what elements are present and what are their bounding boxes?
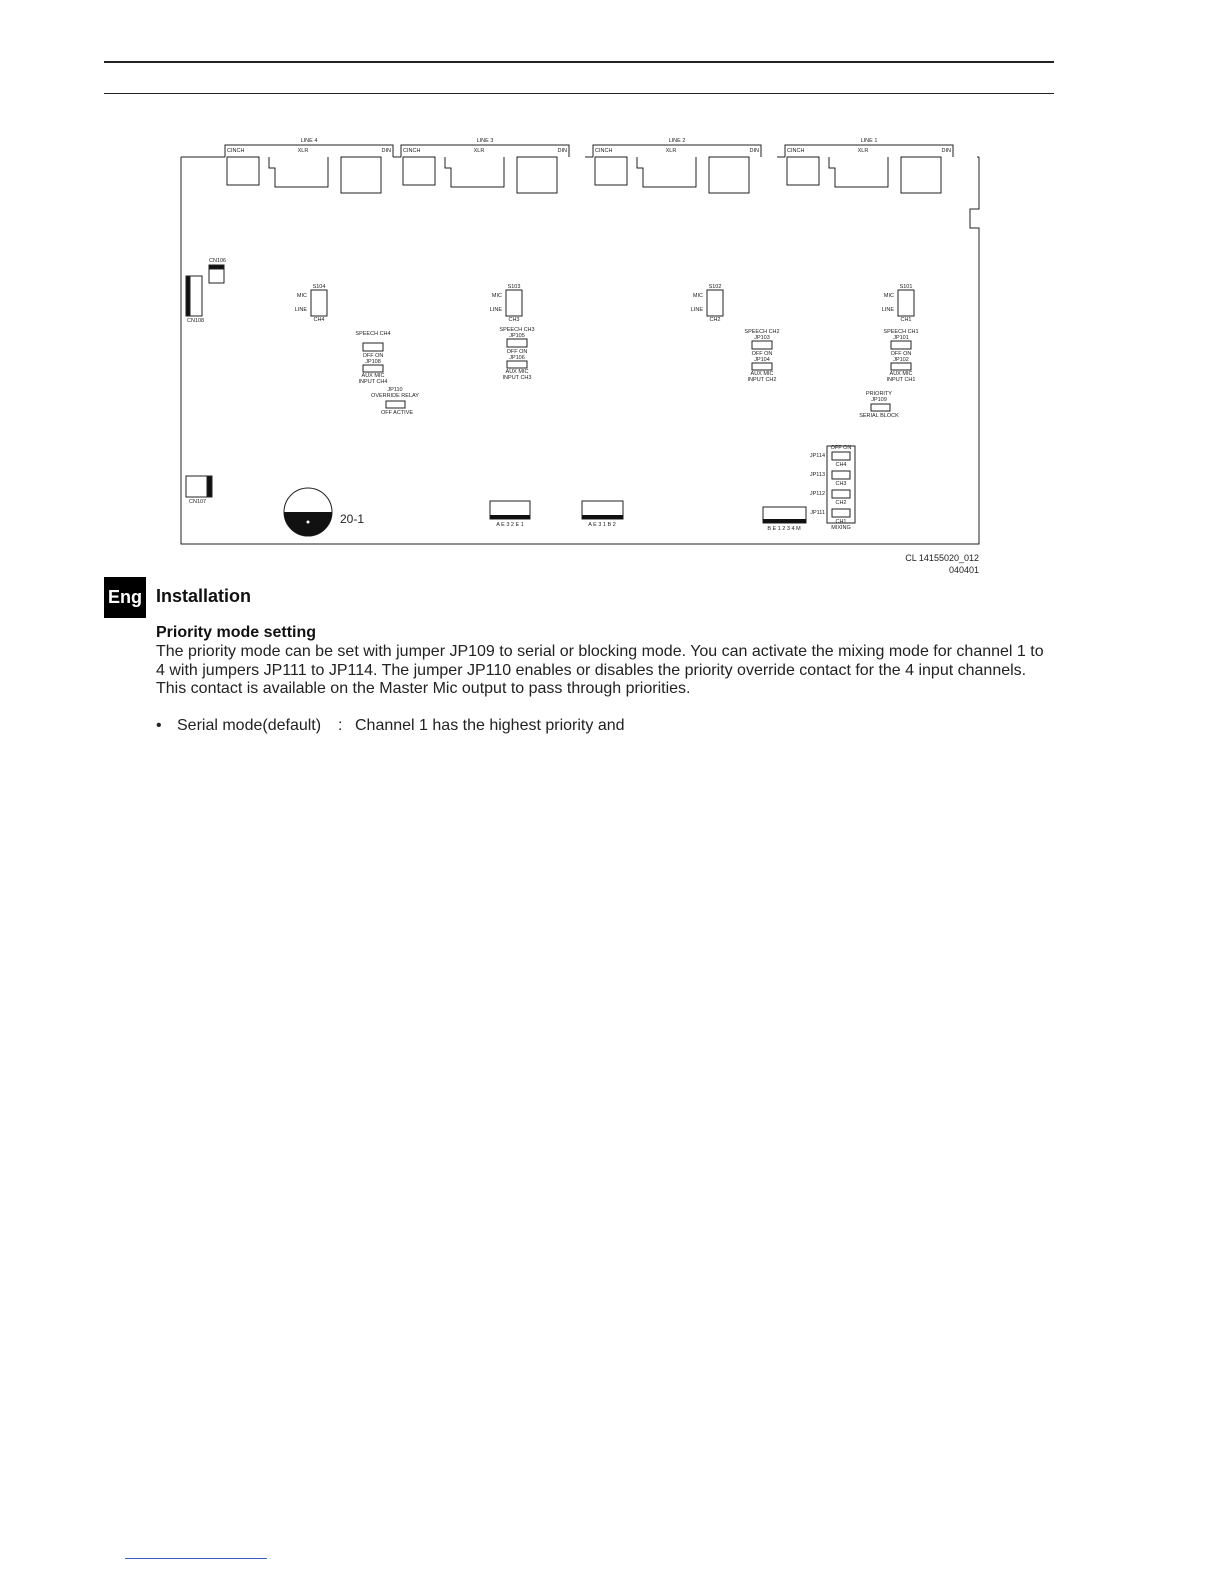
mic-label: MIC — [692, 293, 703, 299]
input-channel-label: INPUT CH4 — [358, 379, 388, 385]
line-block-1 — [785, 138, 953, 193]
speech-group-ch2 — [744, 329, 779, 383]
line-block-4 — [225, 138, 393, 193]
bullet-term: Serial mode(default) — [177, 717, 322, 734]
input-jp-label: JP104 — [754, 357, 770, 363]
input-options-label: AUX MIC — [889, 371, 913, 377]
mixing-jumper — [832, 471, 850, 479]
switch-s102 — [691, 284, 723, 323]
cinch-jack — [595, 157, 627, 185]
input-jumper — [363, 365, 383, 372]
priority-jumper — [871, 404, 890, 411]
line-title-label: LINE 4 — [300, 138, 318, 144]
line-label: LINE — [489, 307, 502, 313]
din-jack — [901, 157, 941, 193]
override-options-label: OFF ACTIVE — [380, 410, 414, 416]
cinch-label: CINCH — [227, 148, 245, 154]
switch-body — [506, 290, 522, 316]
mixing-jumper — [832, 490, 850, 498]
switch-body — [707, 290, 723, 316]
line-input-blocks — [225, 138, 953, 193]
body-paragraph: The priority mode can be set with jumper JP109 to serial or blocking mode. You can activate the mixing mode for channel 1 to 4 with jumpers JP111 to JP114. The jumper JP110 enables or disables the priority override contact for the 4 input channels. This contact is available on the Master Mic output to pass through priorities. — [156, 643, 1044, 697]
figure-ref-date: 040401 — [948, 565, 979, 575]
header-c-label: B E 1 2 3 4 M — [767, 526, 801, 532]
bullet-item — [156, 717, 625, 735]
top-rule — [104, 61, 1054, 63]
channel-label: CH1 — [900, 317, 912, 323]
priority-title-label: PRIORITY — [866, 391, 892, 397]
pcb-diagram — [170, 130, 990, 550]
speech-title-label: SPEECH CH2 — [744, 329, 780, 335]
line-title-label: LINE 2 — [668, 138, 686, 144]
bullet-marker: • — [156, 717, 162, 734]
speech-group-ch4 — [355, 331, 390, 385]
din-label: DIN — [749, 148, 759, 154]
mixing-row-jp112 — [810, 490, 850, 506]
line-label: LINE — [690, 307, 703, 313]
input-jumper — [752, 363, 772, 370]
input-channel-label: INPUT CH2 — [747, 377, 777, 383]
din-label: DIN — [941, 148, 951, 154]
xlr-label: XLR — [857, 148, 869, 154]
speech-options-label: OFF ON — [362, 353, 384, 359]
switch-body — [898, 290, 914, 316]
xlr-label: XLR — [665, 148, 677, 154]
speech-jp-label: JP105 — [509, 333, 525, 339]
figure-ref-code: CL 14155020_012 — [905, 553, 979, 563]
cn106-label: CN106 — [209, 258, 227, 264]
header-rule — [104, 93, 1054, 94]
switch-body — [311, 290, 327, 316]
mic-line-switches — [295, 284, 914, 323]
channel-label: CH2 — [709, 317, 721, 323]
speech-jumper — [752, 341, 772, 349]
input-jumper — [507, 361, 527, 368]
bullet-description: Channel 1 has the highest priority and — [355, 717, 625, 734]
input-channel-label: INPUT CH1 — [886, 377, 916, 383]
switch-ref-label: S101 — [899, 284, 913, 290]
bullet-separator: : — [338, 717, 343, 734]
speech-group-ch1 — [883, 329, 918, 383]
mixing-jp-label: JP111 — [810, 510, 825, 516]
mixing-channel-label: CH1 — [835, 519, 847, 525]
din-jack — [341, 157, 381, 193]
cn108-label: CN108 — [187, 318, 205, 324]
xlr-jack — [637, 157, 696, 187]
input-jp-label: JP102 — [893, 357, 909, 363]
board-outline — [181, 157, 979, 544]
speech-jumpers — [355, 327, 918, 385]
line-label: LINE — [294, 307, 307, 313]
din-label: DIN — [381, 148, 391, 154]
mixing-jumpers — [810, 452, 850, 525]
mixing-jumper — [832, 509, 850, 517]
override-jumper — [386, 401, 405, 408]
input-channel-label: INPUT CH3 — [502, 375, 532, 381]
line-block-2 — [593, 138, 761, 193]
mic-label: MIC — [296, 293, 307, 299]
mixing-jp-label: JP113 — [809, 472, 825, 478]
input-options-label: AUX MIC — [361, 373, 385, 379]
cinch-jack — [403, 157, 435, 185]
input-options-label: AUX MIC — [750, 371, 774, 377]
cinch-label: CINCH — [787, 148, 805, 154]
channel-label: CH3 — [508, 317, 520, 323]
mixing-jp-label: JP114 — [809, 453, 825, 459]
speech-title-label: SPEECH CH3 — [499, 327, 535, 333]
override-jp-label: JP110 — [387, 387, 403, 393]
line-title-label: LINE 3 — [476, 138, 494, 144]
speech-jumper — [363, 343, 383, 351]
switch-ref-label: S102 — [708, 284, 722, 290]
speech-jp-label: JP101 — [893, 335, 909, 341]
din-jack — [517, 157, 557, 193]
channel-label: CH4 — [313, 317, 325, 323]
cinch-jack — [787, 157, 819, 185]
language-tab: Eng — [104, 577, 146, 618]
xlr-label: XLR — [297, 148, 309, 154]
header-a-label: A E 3 2 E 1 — [496, 522, 524, 528]
din-label: DIN — [557, 148, 567, 154]
speech-options-label: OFF ON — [506, 349, 528, 355]
mixing-row-jp114 — [810, 452, 850, 468]
cinch-label: CINCH — [403, 148, 421, 154]
line-block-3 — [401, 138, 569, 193]
mixing-jp-label: JP112 — [809, 491, 825, 497]
speech-group-ch3 — [499, 327, 534, 381]
switch-ref-label: S104 — [312, 284, 326, 290]
override-title-label: OVERRIDE RELAY — [371, 393, 419, 399]
speech-jp-label: JP103 — [754, 335, 770, 341]
speech-jumper — [507, 339, 527, 347]
mixing-title-label: MIXING — [831, 525, 851, 531]
input-jp-label: JP106 — [509, 355, 525, 361]
switch-ref-label: S103 — [507, 284, 521, 290]
cinch-label: CINCH — [595, 148, 613, 154]
speech-jumper — [891, 341, 911, 349]
speech-options-label: OFF ON — [751, 351, 773, 357]
cinch-jack — [227, 157, 259, 185]
xlr-jack — [829, 157, 888, 187]
mixing-row-jp113 — [810, 471, 850, 487]
speech-title-label: SPEECH CH1 — [883, 329, 919, 335]
mixing-jumper — [832, 452, 850, 460]
mixing-channel-label: CH2 — [835, 500, 847, 506]
input-options-label: AUX MIC — [505, 369, 529, 375]
speech-title-label: SPEECH CH4 — [355, 331, 391, 337]
input-jp-label: JP108 — [365, 359, 381, 365]
priority-jp-label: JP109 — [871, 397, 887, 403]
input-jumper — [891, 363, 911, 370]
xlr-label: XLR — [473, 148, 485, 154]
priority-options-label: SERIAL BLOCK — [859, 413, 899, 419]
xlr-jack — [445, 157, 504, 187]
mixing-header-label: OFF ON — [830, 445, 852, 451]
cn107-label: CN107 — [189, 499, 207, 505]
mixing-channel-label: CH4 — [835, 462, 847, 468]
knob-label: 20-1 — [340, 512, 365, 526]
footer-link-rule — [125, 1558, 267, 1559]
xlr-jack — [269, 157, 328, 187]
switch-s103 — [490, 284, 522, 323]
mic-label: MIC — [491, 293, 502, 299]
speech-options-label: OFF ON — [890, 351, 912, 357]
subheading: Priority mode setting — [156, 624, 317, 641]
line-label: LINE — [881, 307, 894, 313]
mixing-channel-label: CH3 — [835, 481, 847, 487]
din-jack — [709, 157, 749, 193]
section-title: Installation — [156, 586, 252, 606]
mic-label: MIC — [883, 293, 894, 299]
line-title-label: LINE 1 — [860, 138, 878, 144]
switch-s104 — [295, 284, 327, 323]
switch-s101 — [882, 284, 914, 323]
header-b-label: A E 3 1 B 2 — [588, 522, 616, 528]
